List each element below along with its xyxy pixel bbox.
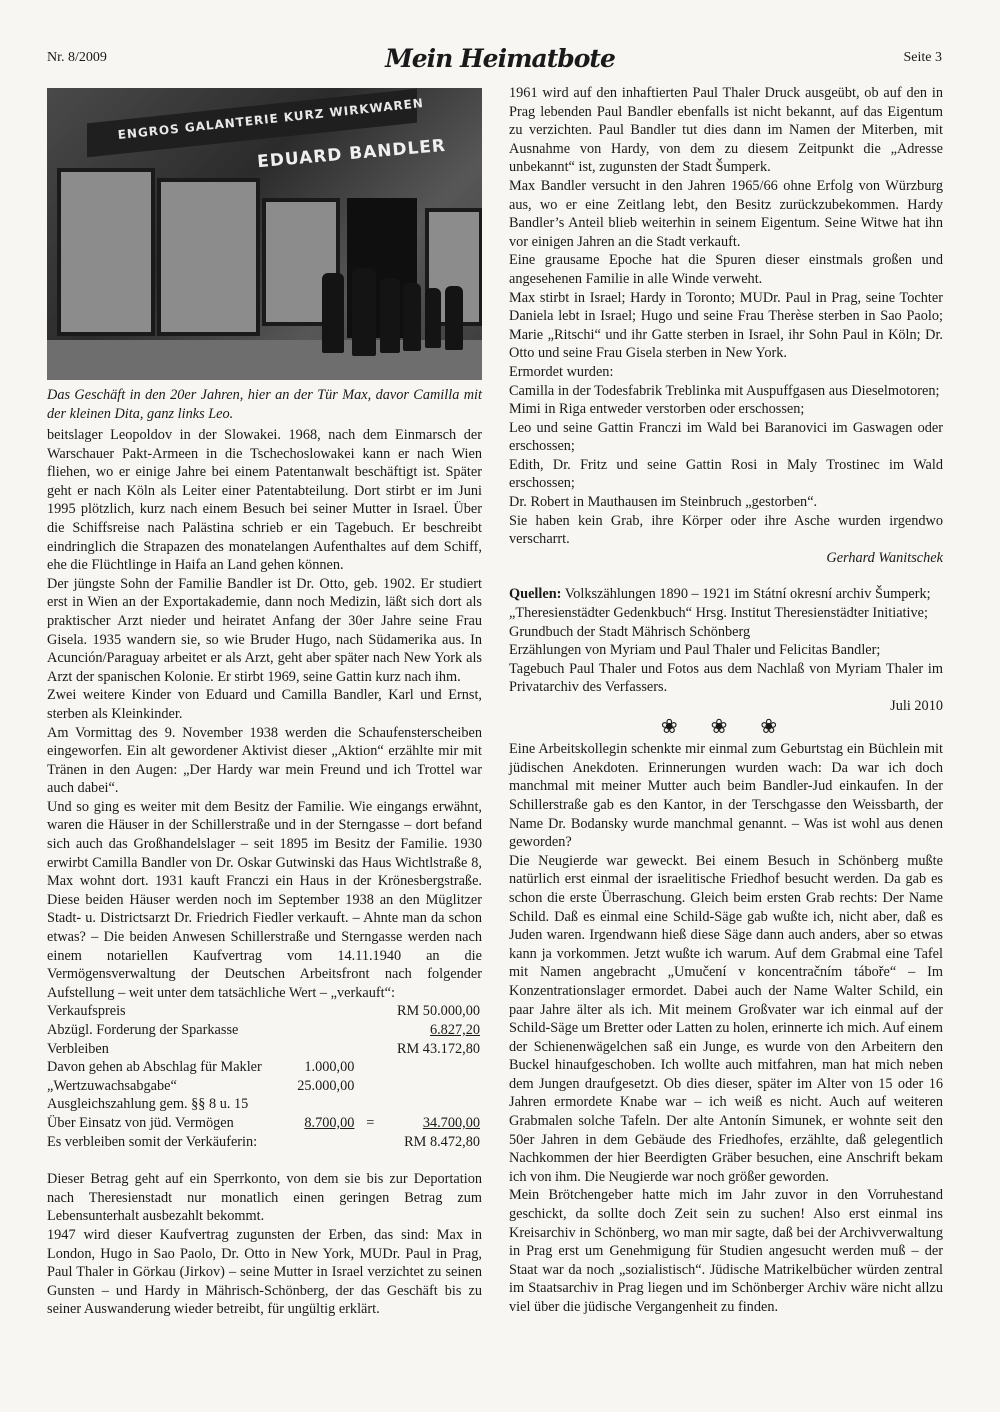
table-row <box>47 1077 480 1096</box>
paragraph: Dieser Betrag geht auf ein Sperrkonto, von dem sie bis zur Deportation nach Theresienstadt nur monatlich einen geringen Betrag zum Lebensunterhalt ausbezahlt bekommt. <box>47 1171 482 1225</box>
table-cell: Davon gehen ab Abschlag für Makler <box>47 1059 262 1076</box>
photo-person <box>403 283 421 351</box>
table-row <box>47 1021 480 1040</box>
paragraph: Mein Brötchengeber hatte mich im Jahr zuvor in den Vorruhestand geschickt, da sollte doch Zeit sein zu suchen! Also erst einmal ins Kreisarchiv in Schönberg, wo man mir sagte, daß bei der Archivverwaltung in Prag erst um Genehmigung für Studien angesucht werden muß – der Staat war da noch „sozialistisch“. Jüdische Matrikelbücher würden zentral im Staatsarchiv in Prag liegen und im Schönberger Archiv wäre nicht allzu viel über die jüdische Vergangenheit zu finden. <box>509 1187 943 1315</box>
table-cell: 8.700,00 <box>304 1114 355 1131</box>
paragraph: Erzählungen von Myriam und Paul Thaler und Felicitas Bandler; <box>509 642 881 659</box>
paragraph: Am Vormittag des 9. November 1938 werden die Schaufensterscheiben eingeworfen. Ein alt gewordener Aktivist dieser „Aktion“ erzählte mir mit Tränen in den Augen: „Der Hardy war mein Freund und ich Trottel war auch dabei“. <box>47 724 482 797</box>
page-number: Seite 3 <box>903 50 942 65</box>
paragraph: beitslager Leopoldov in der Slowakei. 1968, nach dem Einmarsch der Warschauer Pakt-Armeen in die Tschechoslowakei kann er nach Wien fliehen, wo er einige Jahre bei einem Patentanwalt beschäftigt ist. Später geht er nach Köln als Leiter einer Patentabteilung. Dort stirbt er im Juni 1995 plötzlich, kurz nach einem Besuch bei seiner Mutter in Israel. Über die Schiffsreise nach Palästina schrieb er ein Tagebuch. Er beschreibt eindringlich die Strapazen des monatelangen Aufenthaltes auf dem Schiff, ehe die Flüchtlinge in Haifa an Land gehen können. <box>47 427 482 574</box>
table-cell: 34.700,00 <box>422 1114 480 1131</box>
photo-person <box>445 286 463 350</box>
table-row <box>47 1133 480 1152</box>
flower-ornament-icon: ❀ ❀ ❀ <box>660 715 792 738</box>
author-signature: Gerhard Wanitschek <box>826 549 943 566</box>
paragraph: Tagebuch Paul Thaler und Fotos aus dem Nachlaß von Myriam Thaler im Privatarchiv des Verfassers. <box>509 660 943 696</box>
article-date: Juli 2010 <box>890 698 943 714</box>
table-cell: 6.827,20 <box>429 1022 480 1038</box>
table-row <box>47 1095 480 1114</box>
table-cell: RM 8.472,80 <box>404 1133 480 1150</box>
table-row <box>47 1002 480 1021</box>
photo-sign-top: ENGROS GALANTERIE KURZ WIRKWAREN <box>117 95 425 143</box>
table-cell: RM 43.172,80 <box>396 1040 480 1057</box>
table-cell: Verbleiben <box>47 1040 109 1057</box>
table-row <box>47 1040 480 1059</box>
paragraph: Mimi in Riga entweder verstorben oder erschossen; <box>509 401 805 418</box>
paragraph: Grundbuch der Stadt Mährisch Schönberg <box>509 623 751 640</box>
table-cell: RM 50.000,00 <box>396 1003 480 1020</box>
paragraph: Der jüngste Sohn der Familie Bandler ist Dr. Otto, geb. 1902. Er studiert erst in Wien an der Exportakademie, dann noch Medizin, läßt sich dort als praktischer Arzt nieder und heiratet Anfang der 30er Jahre seine Frau Gisela. 1935 wandern sie, so wie Bruder Hugo, nach Südamerika aus. In Acunción/Paraguay arbeitet er als Arzt, geht aber später nach New York als Arzt der spanischen Kolonie. Er stirbt 1969, seine Gattin kurz nach ihm. <box>47 575 482 685</box>
right-column <box>509 84 943 1317</box>
table-row <box>47 1058 480 1077</box>
shop-photo <box>47 88 482 380</box>
table-cell: 25.000,00 <box>297 1077 355 1094</box>
photo-person <box>425 288 441 348</box>
paragraph: Camilla in der Todesfabrik Treblinka mit Auspuffgasen aus Dieselmotoren; <box>509 382 940 399</box>
sources-label: Quellen: <box>509 586 562 603</box>
paragraph: Max stirbt in Israel; Hardy in Toronto; MUDr. Paul in Prag, seine Tochter Daniela lebt in Israel; Hugo und seine Frau Therèse sterben in Sao Paolo; Marie „Ritschi“ und ihr Gatte sterben in Israel, ihr Sohn Paul in Köln; Dr. Otto und seine Frau Gisela sterben in New York. <box>509 289 943 362</box>
paragraph: Eine grausame Epoche hat die Spuren dieser einstmals großen und angesehenen Familie in alle Winde verweht. <box>509 252 943 287</box>
photo-person <box>380 278 400 353</box>
paragraph: Sie haben kein Grab, ihre Körper oder ihre Asche wurden irgendwo verscharrt. <box>509 512 943 548</box>
photo-window-mid <box>157 178 260 336</box>
paragraph: Zwei weitere Kinder von Eduard und Camilla Bandler, Karl und Ernst, sterben als Kleinkinder. <box>47 687 482 722</box>
paragraph: Edith, Dr. Fritz und seine Gattin Rosi in Maly Trostinec im Wald erschossen; <box>509 456 943 492</box>
sale-table <box>47 1002 480 1151</box>
paragraph: Leo und seine Gattin Franczi im Wald bei Baranovici im Gaswagen oder erschossen; <box>509 419 943 455</box>
issue-number: Nr. 8/2009 <box>47 50 107 65</box>
paragraph: Dr. Robert in Mauthausen im Steinbruch „gestorben“. <box>509 494 818 511</box>
paragraph: „Theresienstädter Gedenkbuch“ Hrsg. Institut Theresienstädter Initiative; <box>509 605 928 622</box>
table-row <box>47 1114 480 1133</box>
paragraph: 1961 wird auf den inhaftierten Paul Thaler Druck ausgeübt, ob auf den in Prag lebenden Paul Bandler ebenfalls ist nicht bekannt, auf das Eigentum zu verzichten. Paul Bandler tut dies dann im Namen der Miterben, mit Ausnahme von Hardy, von dem zu diesem Zeitpunkt die „Adresse unbekannt“ ist, zugunsten der Stadt Šumperk. <box>509 85 943 176</box>
photo-person <box>322 273 344 353</box>
paragraph: Die Neugierde war geweckt. Bei einem Besuch in Schönberg mußte natürlich erst einmal der israelitische Friedhof besucht werden. Da gab es schon die erste Überraschung. Gleich beim ersten Grab rechts: Der Name Schild. Daß es einmal eine Schild-Säge gab wußte ich, nicht aber, daß es Juden waren. Irgendwann hieß diese Säge dann auch anders, aber so etwas kann ja vorkommen. Jetzt wußte ich warum. Auf dem Grabmal eine Tafel mit Namen angebracht „Umučení v koncentračním táboře“ – Im Konzentrationslager ermordet. Dabei auch der Name Walter Schild, ein paar Jahre älter als ich. Mit meinem Großvater war ich einmal auf der Schild-Säge um Bretter oder Latten zu holen, erinnerte ich mich. Auf einem der Schienenwägelchen saß ein Junge, es wurde von den Arbeitern den Buckel hinaufgeschoben. Ich wollte auch mitfahren, man hat mich neben dem Jungen draufgesetzt. Ob dies dieser, später im Alter von 15 oder 16 Jahren ermordete Knabe war – ich weiß es nicht. Auch auf weiteren Grabmalen solche Tafeln. Der alte Antonín Simunek, er wohnte seit den 50er Jahren in dem Gebäude des Friedhofes, erzählte, daß gelegentlich Nachkommen der hier Beerdigten Gräber besuchen, eine Anschrift bekam ich von ihm. Die Neugierde war noch größer geworden. <box>509 852 943 1185</box>
paragraph: 1947 wird dieser Kaufvertrag zugunsten der Erben, das sind: Max in London, Hugo in Sao Paolo, Dr. Otto in New York, MUDr. Paul in Prag, Paul Thaler in Görkau (Jirkov) – seine Mutter in Israel verzichtet zu seinen Gunsten – und Hardy in Mährisch-Schönberg, der das Geschäft bis zu seiner Auswanderung wieder betreibt, für ungültig erklärt. <box>47 1226 482 1318</box>
table-cell: Über Einsatz von jüd. Vermögen <box>47 1114 234 1131</box>
paragraph: Ermordet wurden: <box>509 363 614 380</box>
table-cell: Es verbleiben somit der Verkäuferin: <box>47 1133 258 1150</box>
page-header <box>0 44 1000 74</box>
paragraph: Und so ging es weiter mit dem Besitz der Familie. Wie eingangs erwähnt, waren die Häuser in der Schillerstraße und in der Sterngasse – dort befand sich auch das Großhandelslager – seit 1895 im Besitz der Familie. 1930 erwirbt Camilla Bandler von Dr. Oskar Gutwinski das Haus Wichtlstraße 8, Max wohnt dort. 1931 kauft Franczi ein Haus in der Krönesbergstraße. Diese beiden Häuser werden noch im September 1938 an den Müglitzer Stadt- u. Districtsarzt Dr. Friedrich Fiedler verkauft. – Ahnte man da schon etwas? – Die beiden Anwesen Schillerstraße und Sterngasse werden nach einem notariellen Kaufvertrag vom 14.11.1940 an die Vermögensverwaltung der Deutschen Arbeitsfront nach folgender Aufstellung – weit unter dem tatsächliche Wert – „verkauft“: <box>47 798 482 1001</box>
table-cell: Ausgleichszahlung gem. §§ 8 u. 15 <box>47 1096 249 1113</box>
sources-paragraph <box>509 585 943 604</box>
photo-window-left <box>57 168 155 336</box>
photo-caption: Das Geschäft in den 20er Jahren, hier an der Tür Max, davor Camilla mit der kleinen Dita, ganz links Leo. <box>47 387 482 422</box>
table-cell: 1.000,00 <box>304 1059 355 1076</box>
masthead-logo: Mein Heimatbote <box>385 44 615 73</box>
photo-sign-main: EDUARD BANDLER <box>256 135 447 173</box>
table-cell: „Wertzuwachsabgabe“ <box>47 1077 177 1094</box>
photo-person <box>352 268 376 356</box>
sources-text: Volkszählungen 1890 – 1921 im Státní okresní archiv Šumperk; <box>561 586 931 603</box>
paragraph: Eine Arbeitskollegin schenkte mir einmal zum Geburtstag ein Büchlein mit jüdischen Anekdoten. Erinnerungen wurden wach: Da war ich doch manchmal mit meiner Mutter auch beim Bandler-Jud einkaufen. In der Schillerstraße gab es den Kantor, in der Terschgasse den Weissbarth, der Name Dr. Bodansky wurde manchmal genannt. – Was ist wohl aus denen geworden? <box>509 741 943 851</box>
paragraph: Max Bandler versucht in den Jahren 1965/66 ohne Erfolg von Würzburg aus, wo er eine Zeitlang lebt, den Besitz zurückzubekommen. Hardy Bandler’s Anteil blieb weiterhin in seinem Eigentum. Seine Witwe hat ihn vor einigen Jahren an die Stadt verkauft. <box>509 177 943 250</box>
table-cell: = <box>366 1114 375 1131</box>
table-cell: Abzügl. Forderung der Sparkasse <box>47 1022 239 1038</box>
left-column <box>47 426 482 1319</box>
table-cell: Verkaufspreis <box>47 1003 126 1020</box>
